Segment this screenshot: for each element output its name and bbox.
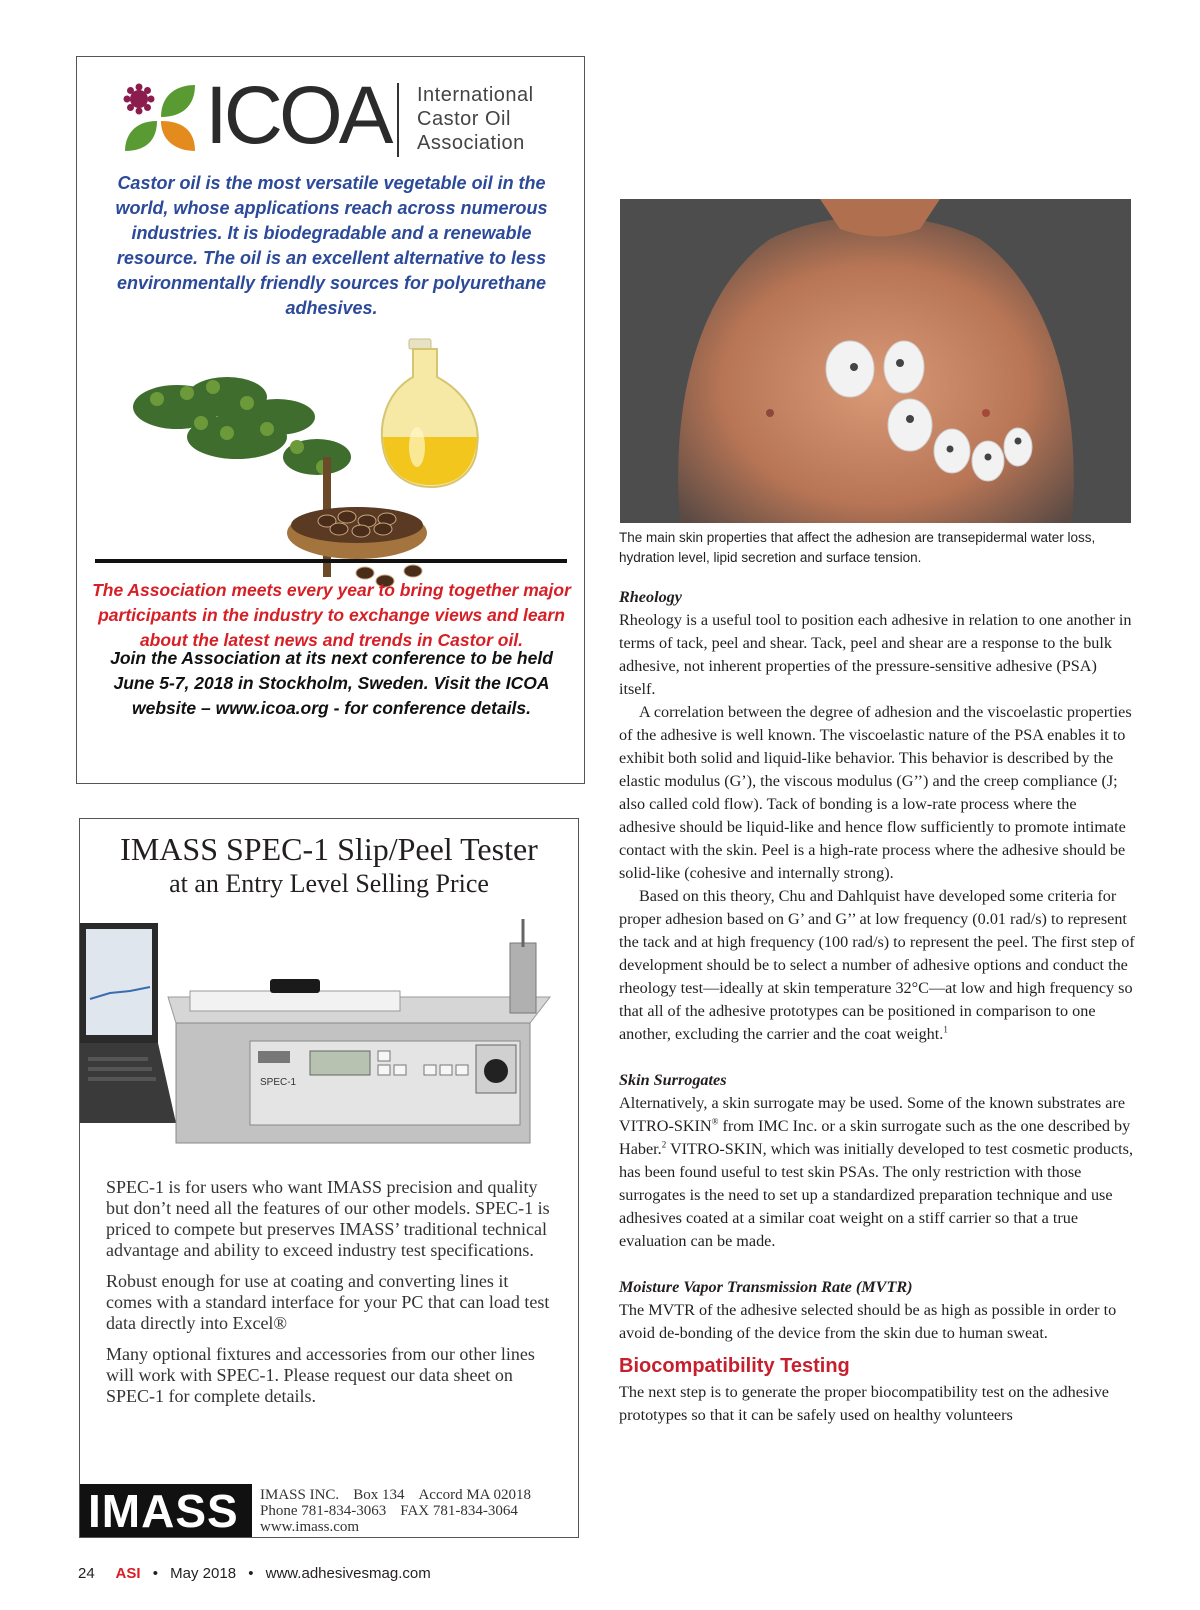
contact-web: www.imass.com <box>260 1519 360 1535</box>
imass-logo <box>80 1484 252 1538</box>
panel-label: SPEC-1 <box>260 1077 297 1088</box>
imass-body-paragraph: SPEC-1 is for users who want IMASS precision and quality but don’t need all the features of our other models. SPEC-1 is priced to compete but preserves IMASS’ traditional technical advantage and ability to exceed industry test specifications. <box>106 1177 550 1260</box>
page-footer <box>78 1565 431 1582</box>
rheology-heading: Rheology <box>619 588 682 606</box>
skin-electrodes-photo <box>620 199 1131 523</box>
article-paragraph <box>619 885 1135 1046</box>
logo-divider <box>397 83 399 157</box>
page-number: 24 <box>78 1565 95 1582</box>
article-paragraph: The MVTR of the adhesive selected should be as high as possible in order to avoid de-bonding of the device from the skin due to human sweat. <box>619 1301 1117 1342</box>
section-gap <box>619 1046 1135 1069</box>
reference-marker: 2 <box>661 1139 667 1150</box>
imass-body-paragraph: Robust enough for use at coating and converting lines it comes with a standard interface for your PC that can load test data directly into Excel® <box>106 1271 550 1333</box>
icoa-full-name: International Castor Oil Association <box>417 84 534 154</box>
bullet-separator: • <box>152 1565 158 1582</box>
spec1-tester-photo <box>80 913 579 1159</box>
icoa-conference-text: Join the Association at its next conference to be held June 5-7, 2018 in Stockholm, Sweden. Visit the ICOA website – www.icoa.org - for conference details. <box>110 648 553 718</box>
icoa-meeting-text: The Association meets every year to bring together major participants in the industry to exchange views and learn about the latest news and trends in Castor oil. <box>92 580 571 650</box>
bullet-separator: • <box>248 1565 254 1582</box>
section-gap <box>619 1253 1135 1276</box>
paragraph-text: VITRO-SKIN, which was initially developed to test cosmetic products, has been found useful to test skin PSAs. The only restriction with those surrogates is the need to set up a standardized preparation technique and use adhesives coated at a similar coat weight on a stiff carrier so that a true evaluation can be made. <box>619 1140 1134 1250</box>
imass-headline: IMASS SPEC-1 Slip/Peel Tester <box>120 831 538 867</box>
paragraph-text: Alternatively, a skin surrogate may be used. Some of the known substrates are VITRO-SKIN <box>619 1094 1126 1135</box>
icoa-logo-icon <box>121 81 197 153</box>
publication-name: ASI <box>115 1565 141 1582</box>
contact-city: Accord MA 02018 <box>418 1487 531 1503</box>
article-paragraph: Rheology is a useful tool to position each adhesive in relation to one another in terms of tack, peel and shear. Tack, peel and shear are a response to the bulk adhesive, not inherent properties of the pressure-sensitive adhesive (PSA) itself. <box>619 611 1132 698</box>
article-body <box>619 586 1135 1427</box>
paragraph-text: Based on this theory, Chu and Dahlquist have developed some criteria for proper adhesion based on G’ and G’’ at low frequency (0.01 rad/s) to represent the tack and at high frequency (100 rad/s) to represent the peel. The first step of development should be to select a number of adhesive options and conduct the rheology test—ideally at skin temperature 32°C—at low and high frequency so that all of the adhesive prototypes can be positioned in comparison to one another, excluding the carrier and the coat weight. <box>619 887 1135 1043</box>
imass-subheadline: at an Entry Level Selling Price <box>169 869 489 898</box>
contact-company: IMASS INC. <box>260 1487 340 1503</box>
article-paragraph: A correlation between the degree of adhesion and the viscoelastic properties of the adhesive is well known. The viscoelastic nature of the PSA enables it to exhibit both solid and liquid-like behavior. This behavior is described by the elastic modulus (G’), the viscous modulus (G’’) and the creep compliance (J; also called cold flow). Tack of bonding is a low-rate process where the adhesive should be liquid-like and hence flow sufficiently to promote intimate contact with the skin. Peel is a high-rate process where the adhesive should be solid-like (cohesive and internally strong). <box>619 703 1132 882</box>
photo-caption: The main skin properties that affect the adhesion are transepidermal water loss, hydration level, lipid secretion and surface tension. <box>619 530 1096 565</box>
imass-logo-text: IMASS <box>88 1485 239 1537</box>
icoa-tagline: Castor oil is the most versatile vegetable oil in the world, whose applications reach across numerous industries. It is biodegradable and a renewable resource. The oil is an excellent alternative to less environmentally friendly sources for polyurethane adhesives. <box>115 173 548 318</box>
imass-advertisement <box>79 818 579 1538</box>
skin-surrogates-heading: Skin Surrogates <box>619 1071 727 1089</box>
issue-date: May 2018 <box>170 1565 237 1582</box>
section-rule <box>95 559 567 563</box>
biocompatibility-heading: Biocompatibility Testing <box>619 1355 850 1377</box>
imass-body-copy <box>106 1177 556 1417</box>
paragraph-text: from IMC Inc. or a skin surrogate such as the one described by Haber. <box>619 1117 1131 1158</box>
contact-phone: Phone 781-834-3063 <box>260 1503 387 1519</box>
article-paragraph: The next step is to generate the proper biocompatibility test on the adhesive prototypes so that it can be safely used on healthy volunteers <box>619 1383 1109 1424</box>
mvtr-heading: Moisture Vapor Transmission Rate (MVTR) <box>619 1278 913 1296</box>
castor-oil-illustration <box>117 337 547 607</box>
registered-mark: ® <box>711 1116 719 1127</box>
website-link[interactable]: www.adhesivesmag.com <box>265 1565 431 1582</box>
contact-box: Box 134 <box>353 1487 405 1503</box>
icoa-advertisement <box>76 56 585 784</box>
contact-fax: FAX 781-834-3064 <box>400 1503 518 1519</box>
article-paragraph <box>619 1092 1135 1253</box>
imass-contact-block <box>260 1487 579 1535</box>
icoa-wordmark: ICOA <box>205 70 390 161</box>
reference-marker: 1 <box>943 1024 948 1035</box>
imass-body-paragraph: Many optional fixtures and accessories from our other lines will work with SPEC-1. Please request our data sheet on SPEC-1 for complete details. <box>106 1344 535 1406</box>
